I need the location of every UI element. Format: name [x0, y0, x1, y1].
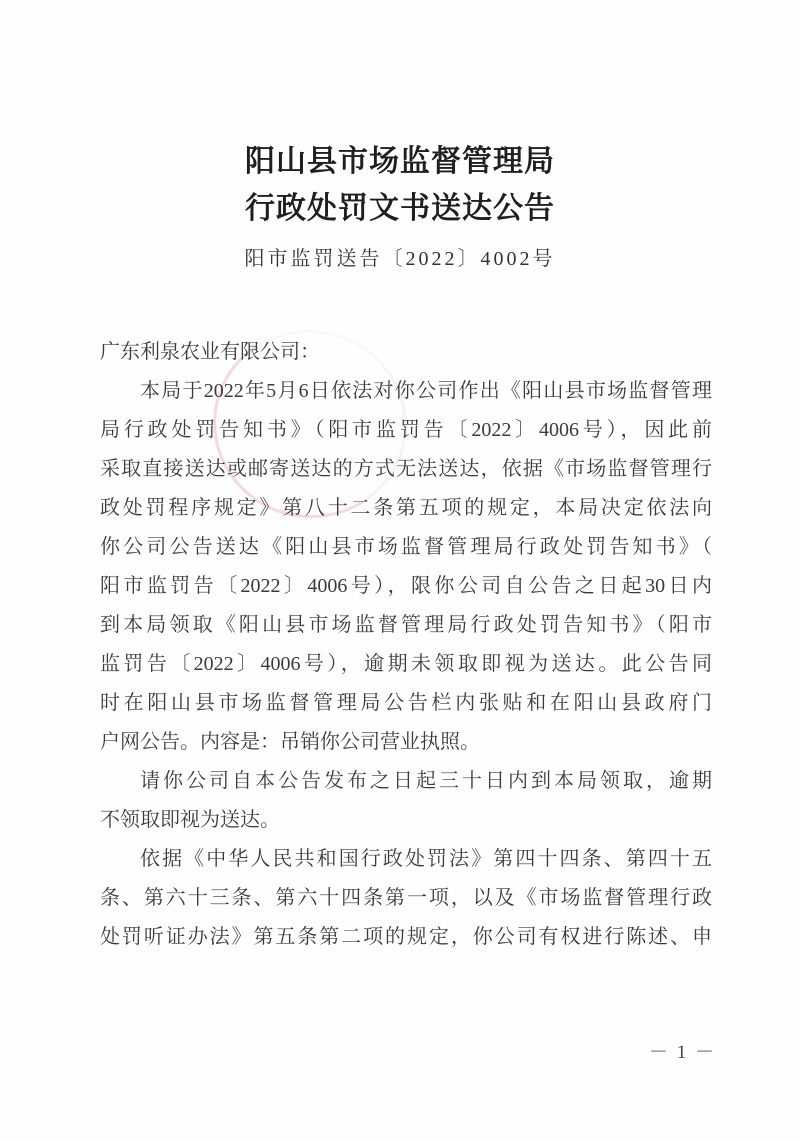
body-line: 到本局领取《阳山县市场监督管理局行政处罚告知书》（阳市: [100, 614, 712, 636]
body-line: 局行政处罚告知书》（阳市监罚告〔2022〕4006号），因此前: [100, 419, 712, 441]
body-line: 本局于2022年5月6日依法对你公司作出《阳山县市场监督管理: [140, 380, 712, 402]
body-line: 时在阳山县市场监督管理局公告栏内张贴和在阳山县政府门: [100, 692, 712, 714]
body-line: 处罚听证办法》第五条第二项的规定，你公司有权进行陈述、申: [100, 926, 712, 948]
page-number: － 1 －: [648, 1042, 716, 1063]
body-line: 户网公告。内容是：吊销你公司营业执照。: [100, 731, 480, 753]
doc-number: 阳市监罚送告〔2022〕4002号: [244, 248, 556, 270]
body-line: 请你公司自本公告发布之日起三十日内到本局领取，逾期: [140, 770, 712, 792]
body-line: 阳市监罚告〔2022〕4006号），限你公司自公告之日起30日内: [100, 575, 712, 597]
salutation: 广东利泉农业有限公司：: [100, 341, 320, 363]
body-line: 采取直接送达或邮寄送达的方式无法送达，依据《市场监督管理行: [100, 458, 712, 480]
document-body: [100, 333, 712, 957]
body-line: 不领取即视为送达。: [100, 809, 280, 831]
body-line: 你公司公告送达《阳山县市场监督管理局行政处罚告知书》（: [100, 536, 712, 558]
body-line: 监罚告〔2022〕4006号），逾期未领取即视为送达。此公告同: [100, 653, 712, 675]
body-line: 条、第六十三条、第六十四条第一项，以及《市场监督管理行政: [100, 887, 712, 909]
body-line: 依据《中华人民共和国行政处罚法》第四十四条、第四十五: [140, 848, 712, 870]
document-title: [0, 0, 800, 232]
title-line-2: 行政处罚文书送达公告: [245, 192, 555, 225]
body-line: 政处罚程序规定》第八十二条第五项的规定，本局决定依法向: [100, 497, 712, 519]
title-line-1: 阳山县市场监督管理局: [245, 145, 555, 178]
